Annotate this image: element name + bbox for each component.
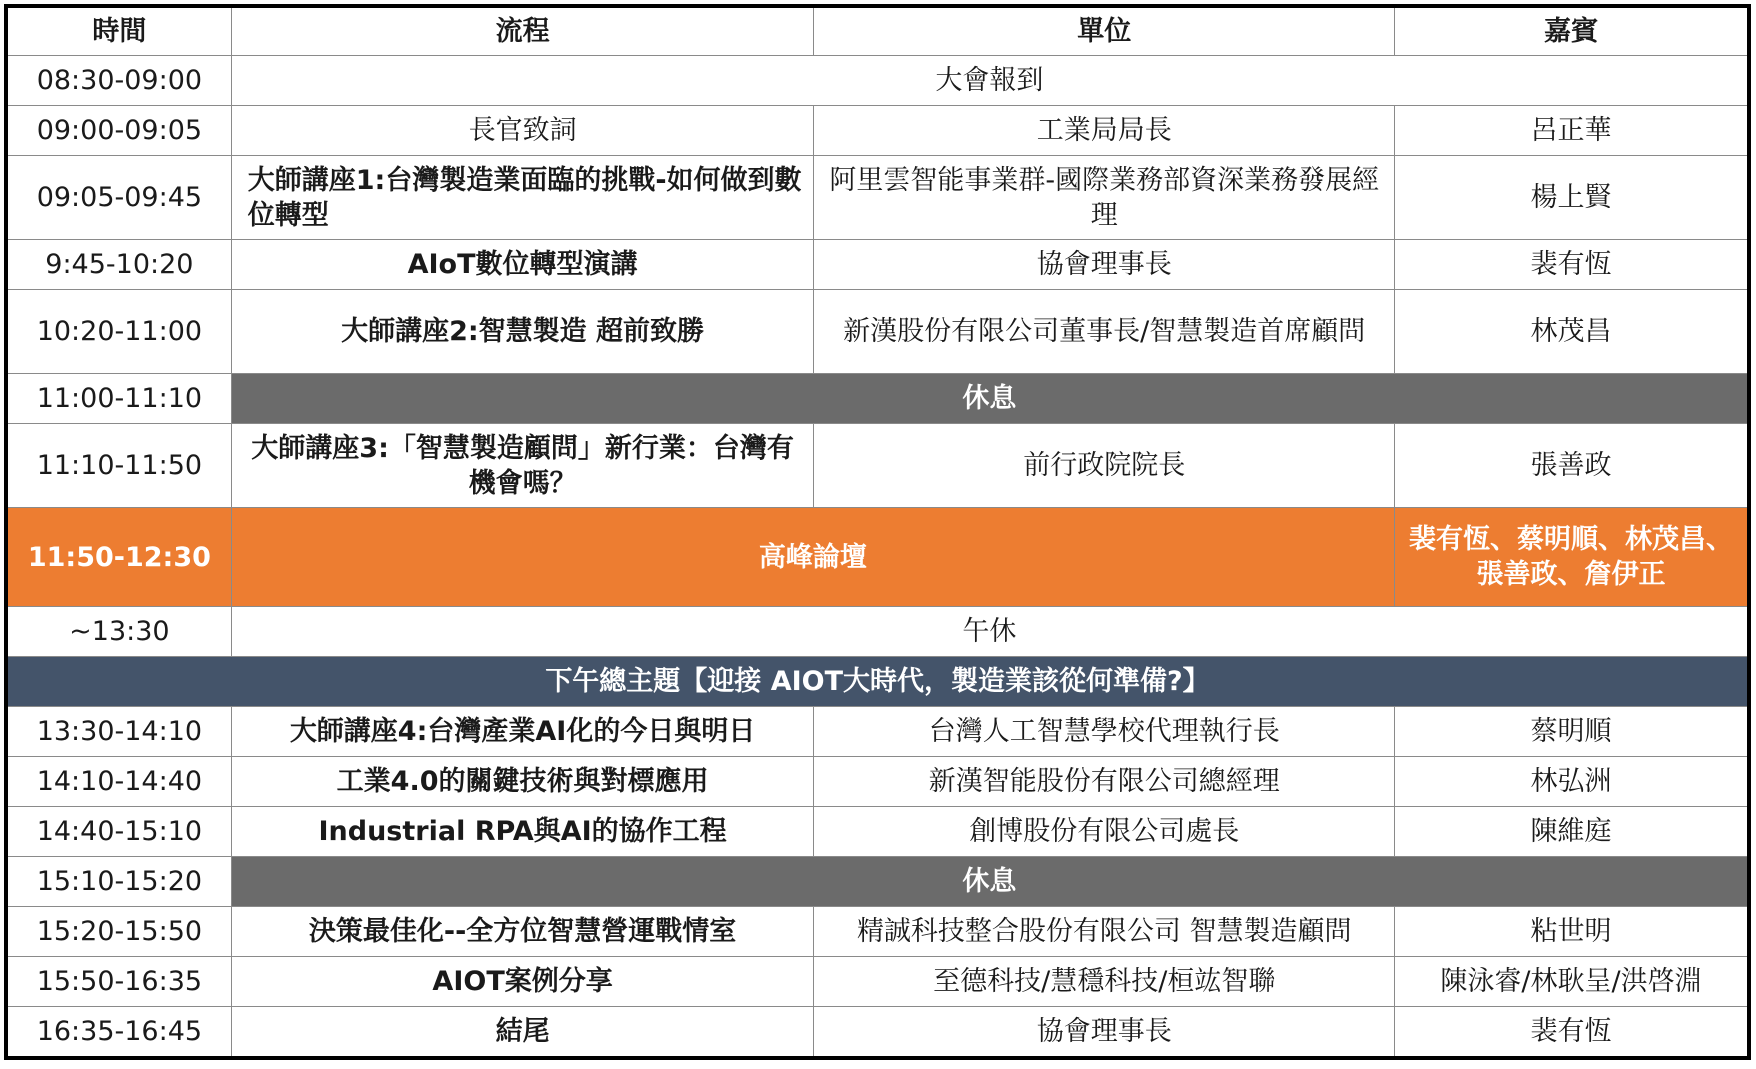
section-row xyxy=(6,657,1749,707)
merged-cell: 大會報到 xyxy=(231,56,1749,106)
header-row xyxy=(6,6,1749,56)
guest-cell: 裴有恆、蔡明順、林茂昌、張善政、詹伊正 xyxy=(1395,508,1749,607)
flow-cell: 長官致詞 xyxy=(231,106,814,156)
break-cell: 休息 xyxy=(231,374,1749,424)
flow-cell: AIoT數位轉型演講 xyxy=(231,240,814,290)
guest-cell: 陳維庭 xyxy=(1395,807,1749,857)
time-cell: 14:40-15:10 xyxy=(6,807,231,857)
unit-cell: 新漢智能股份有限公司總經理 xyxy=(814,757,1395,807)
guest-cell: 裴有恆 xyxy=(1395,240,1749,290)
table-row xyxy=(6,424,1749,508)
unit-cell: 精誠科技整合股份有限公司 智慧製造顧問 xyxy=(814,907,1395,957)
guest-cell: 林弘洲 xyxy=(1395,757,1749,807)
guest-cell: 粘世明 xyxy=(1395,907,1749,957)
time-cell: 11:00-11:10 xyxy=(6,374,231,424)
table-row xyxy=(6,240,1749,290)
table-row xyxy=(6,106,1749,156)
time-cell: 09:05-09:45 xyxy=(6,156,231,240)
time-cell: 14:10-14:40 xyxy=(6,757,231,807)
table-row xyxy=(6,707,1749,757)
time-cell: 16:35-16:45 xyxy=(6,1007,231,1059)
time-cell: 9:45-10:20 xyxy=(6,240,231,290)
unit-cell: 新漢股份有限公司董事長/智慧製造首席顧問 xyxy=(814,290,1395,374)
unit-cell: 台灣人工智慧學校代理執行長 xyxy=(814,707,1395,757)
flow-cell: Industrial RPA與AI的協作工程 xyxy=(231,807,814,857)
unit-cell: 前行政院院長 xyxy=(814,424,1395,508)
flow-cell: 大師講座3:「智慧製造顧問」新行業：台灣有機會嗎？ xyxy=(231,424,814,508)
table-row xyxy=(6,374,1749,424)
table-row xyxy=(6,807,1749,857)
header-flow: 流程 xyxy=(231,6,814,56)
merged-cell: 午休 xyxy=(231,607,1749,657)
guest-cell: 蔡明順 xyxy=(1395,707,1749,757)
time-cell: 13:30-14:10 xyxy=(6,707,231,757)
flow-cell: 高峰論壇 xyxy=(231,508,1394,607)
time-cell: 15:10-15:20 xyxy=(6,857,231,907)
flow-cell: 大師講座4:台灣產業AI化的今日與明日 xyxy=(231,707,814,757)
time-cell: 15:20-15:50 xyxy=(6,907,231,957)
flow-cell: 結尾 xyxy=(231,1007,814,1059)
unit-cell: 阿里雲智能事業群-國際業務部資深業務發展經理 xyxy=(814,156,1395,240)
unit-cell: 工業局局長 xyxy=(814,106,1395,156)
time-cell: 08:30-09:00 xyxy=(6,56,231,106)
flow-cell: AIOT案例分享 xyxy=(231,957,814,1007)
table-row xyxy=(6,907,1749,957)
table-row xyxy=(6,957,1749,1007)
unit-cell: 至德科技/慧穩科技/桓竑智聯 xyxy=(814,957,1395,1007)
unit-cell: 創博股份有限公司處長 xyxy=(814,807,1395,857)
guest-cell: 張善政 xyxy=(1395,424,1749,508)
flow-cell: 工業4.0的關鍵技術與對標應用 xyxy=(231,757,814,807)
time-cell: ~13:30 xyxy=(6,607,231,657)
agenda-table xyxy=(4,4,1751,1060)
break-cell: 休息 xyxy=(231,857,1749,907)
flow-cell: 大師講座1:台灣製造業面臨的挑戰-如何做到數位轉型 xyxy=(231,156,814,240)
header-unit: 單位 xyxy=(814,6,1395,56)
time-cell: 11:10-11:50 xyxy=(6,424,231,508)
highlight-row xyxy=(6,508,1749,607)
flow-cell: 大師講座2:智慧製造 超前致勝 xyxy=(231,290,814,374)
guest-cell: 裴有恆 xyxy=(1395,1007,1749,1059)
table-row xyxy=(6,290,1749,374)
guest-cell: 呂正華 xyxy=(1395,106,1749,156)
table-row xyxy=(6,757,1749,807)
unit-cell: 協會理事長 xyxy=(814,1007,1395,1059)
table-row xyxy=(6,1007,1749,1059)
table-row xyxy=(6,156,1749,240)
unit-cell: 協會理事長 xyxy=(814,240,1395,290)
guest-cell: 楊上賢 xyxy=(1395,156,1749,240)
time-cell: 11:50-12:30 xyxy=(6,508,231,607)
table-row xyxy=(6,56,1749,106)
section-title: 下午總主題【迎接 AIOT大時代，製造業該從何準備?】 xyxy=(6,657,1749,707)
table-row xyxy=(6,857,1749,907)
header-guest: 嘉賓 xyxy=(1395,6,1749,56)
header-time: 時間 xyxy=(6,6,231,56)
guest-cell: 林茂昌 xyxy=(1395,290,1749,374)
time-cell: 09:00-09:05 xyxy=(6,106,231,156)
time-cell: 10:20-11:00 xyxy=(6,290,231,374)
time-cell: 15:50-16:35 xyxy=(6,957,231,1007)
flow-cell: 決策最佳化--全方位智慧營運戰情室 xyxy=(231,907,814,957)
table-row xyxy=(6,607,1749,657)
guest-cell: 陳泳睿/林耿呈/洪啓淵 xyxy=(1395,957,1749,1007)
